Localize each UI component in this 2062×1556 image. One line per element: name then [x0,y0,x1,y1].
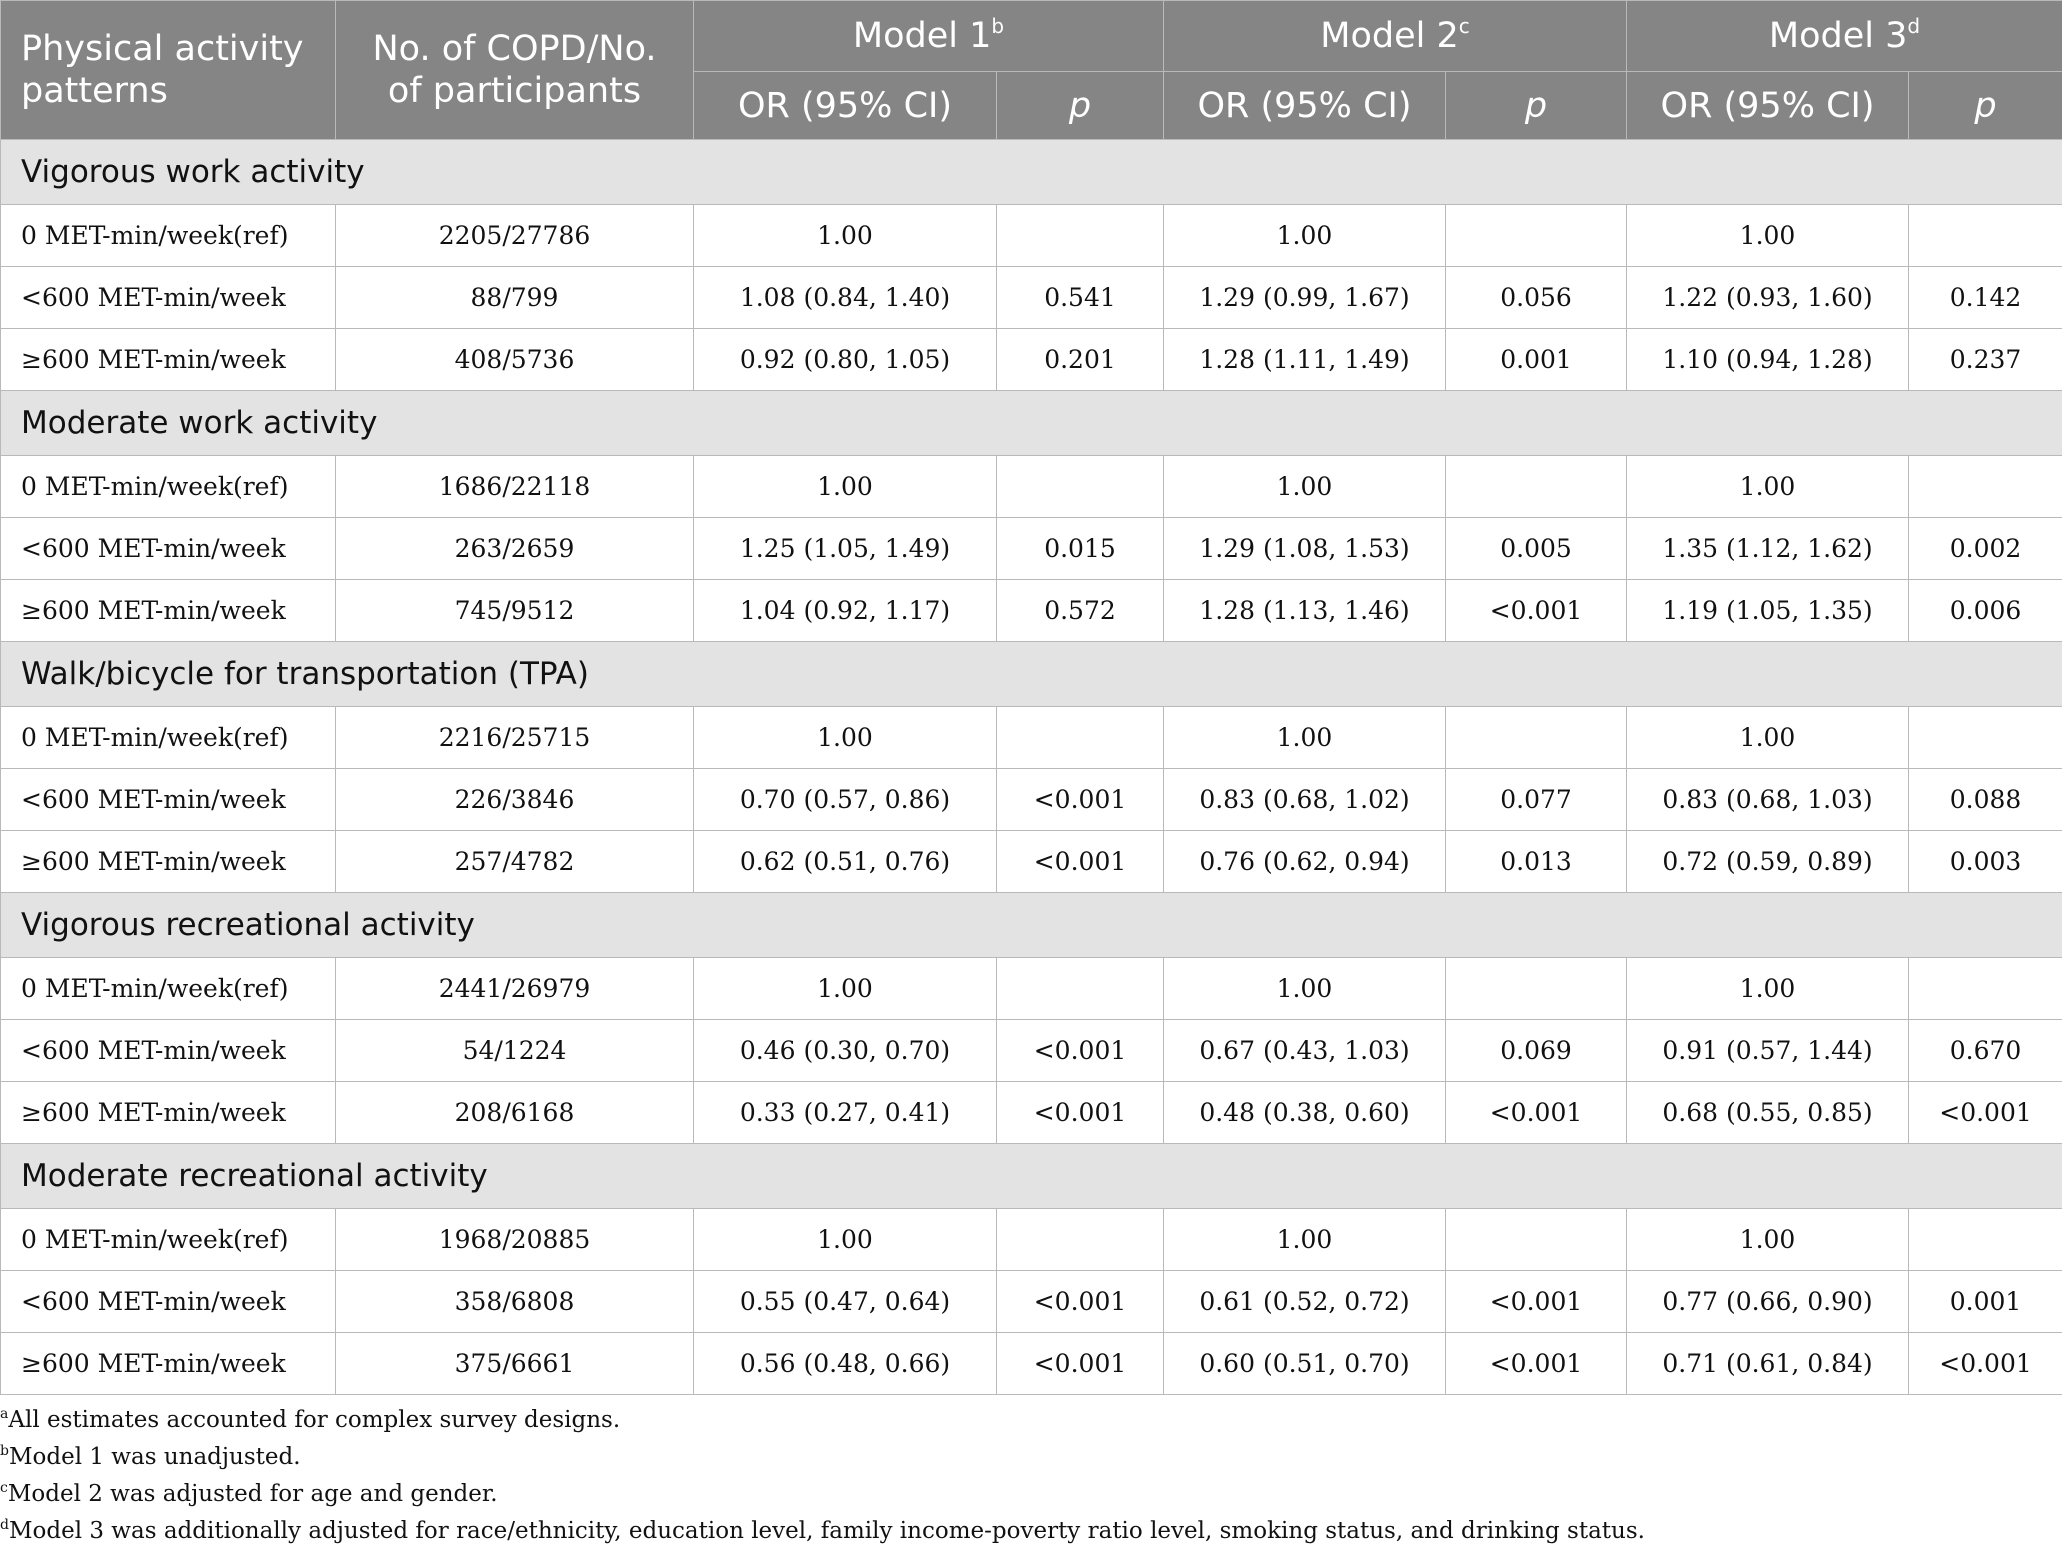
copd-count-cell: 226/3846 [336,769,694,831]
copd-count-cell: 2205/27786 [336,205,694,267]
section-title: Moderate recreational activity [1,1144,2062,1209]
footnote-text: Model 1 was unadjusted. [8,1444,301,1470]
row-label-cell: ≥600 MET-min/week [1,831,336,893]
header-physical-activity-patterns: Physical activity patterns [1,1,336,140]
footnote-marker: c [0,1480,8,1496]
model-2-p-cell [1446,1209,1627,1271]
model-2-or-cell: 1.28 (1.13, 1.46) [1164,580,1446,642]
table-row [1,769,2062,831]
model-1-or-cell: 0.33 (0.27, 0.41) [694,1082,997,1144]
header-m2-or: OR (95% CI) [1164,72,1446,140]
model-1-or-cell: 1.00 [694,707,997,769]
row-label-cell: ≥600 MET-min/week [1,580,336,642]
copd-count-cell: 2441/26979 [336,958,694,1020]
model-1-or-cell: 0.46 (0.30, 0.70) [694,1020,997,1082]
footnote-marker: d [0,1517,9,1533]
copd-count-cell: 2216/25715 [336,707,694,769]
section-title: Vigorous work activity [1,140,2062,205]
model-2-or-cell: 1.28 (1.11, 1.49) [1164,329,1446,391]
copd-count-cell: 88/799 [336,267,694,329]
table-header [1,1,2062,140]
model-1-p-cell: 0.572 [997,580,1164,642]
model-2-or-cell: 0.48 (0.38, 0.60) [1164,1082,1446,1144]
model-2-p-cell: <0.001 [1446,1082,1627,1144]
copd-count-cell: 745/9512 [336,580,694,642]
model-3-or-cell: 0.72 (0.59, 0.89) [1627,831,1909,893]
table-row [1,1271,2062,1333]
copd-count-cell: 208/6168 [336,1082,694,1144]
header-m1-or: OR (95% CI) [694,72,997,140]
model-2-p-cell [1446,205,1627,267]
model-2-or-cell: 0.61 (0.52, 0.72) [1164,1271,1446,1333]
model-1-p-cell: <0.001 [997,1271,1164,1333]
model-2-or-cell: 1.00 [1164,456,1446,518]
model-2-p-cell: 0.069 [1446,1020,1627,1082]
table-row [1,831,2062,893]
model-1-p-cell [997,958,1164,1020]
model-1-p-cell [997,1209,1164,1271]
copd-count-cell: 1968/20885 [336,1209,694,1271]
section-header-row [1,1144,2062,1209]
model-2-p-cell: 0.001 [1446,329,1627,391]
table-row [1,329,2062,391]
footnote-text: Model 3 was additionally adjusted for race/ethnicity, education level, family income-poverty ratio level, smoking status, and drinking status. [8,1518,1645,1544]
model-1-p-cell: <0.001 [997,1333,1164,1395]
section-header-row [1,642,2062,707]
row-label-cell: ≥600 MET-min/week [1,1082,336,1144]
model-1-p-cell [997,456,1164,518]
model-3-p-cell [1909,958,2062,1020]
model-2-p-cell: 0.077 [1446,769,1627,831]
copd-count-cell: 358/6808 [336,1271,694,1333]
model-1-or-cell: 1.00 [694,205,997,267]
model-1-p-cell: <0.001 [997,1020,1164,1082]
row-label-cell: ≥600 MET-min/week [1,1333,336,1395]
model-2-or-cell: 1.00 [1164,1209,1446,1271]
model-2-or-cell: 1.29 (1.08, 1.53) [1164,518,1446,580]
model-3-p-cell [1909,456,2062,518]
table-row [1,958,2062,1020]
model-3-p-cell: 0.002 [1909,518,2062,580]
footnote [0,1513,2062,1550]
model-1-or-cell: 1.00 [694,456,997,518]
row-label-cell: 0 MET-min/week(ref) [1,205,336,267]
table-row [1,707,2062,769]
section-title: Vigorous recreational activity [1,893,2062,958]
model-3-or-cell: 1.00 [1627,958,1909,1020]
model-3-or-cell: 0.83 (0.68, 1.03) [1627,769,1909,831]
model-3-or-cell: 1.10 (0.94, 1.28) [1627,329,1909,391]
copd-count-cell: 257/4782 [336,831,694,893]
table-row [1,267,2062,329]
row-label-cell: ≥600 MET-min/week [1,329,336,391]
model-2-p-cell [1446,456,1627,518]
model-1-or-cell: 0.70 (0.57, 0.86) [694,769,997,831]
header-copd-count: No. of COPD/No. of participants [336,1,694,140]
model-3-or-cell: 0.77 (0.66, 0.90) [1627,1271,1909,1333]
row-label-cell: 0 MET-min/week(ref) [1,1209,336,1271]
model-3-p-cell: <0.001 [1909,1082,2062,1144]
copd-count-cell: 375/6661 [336,1333,694,1395]
model-1-or-cell: 1.08 (0.84, 1.40) [694,267,997,329]
model-3-p-cell [1909,205,2062,267]
model-1-or-cell: 0.62 (0.51, 0.76) [694,831,997,893]
copd-count-cell: 54/1224 [336,1020,694,1082]
model-1-p-cell: <0.001 [997,831,1164,893]
model-3-or-cell: 1.00 [1627,1209,1909,1271]
header-model-3: Model 3$^d$ [1627,1,2062,72]
table-row [1,1082,2062,1144]
model-2-or-cell: 0.67 (0.43, 1.03) [1164,1020,1446,1082]
model-2-p-cell: 0.013 [1446,831,1627,893]
model-1-p-cell: <0.001 [997,1082,1164,1144]
header-m3-p: p [1909,72,2062,140]
copd-count-cell: 408/5736 [336,329,694,391]
model-3-p-cell: 0.001 [1909,1271,2062,1333]
model-1-or-cell: 1.04 (0.92, 1.17) [694,580,997,642]
table-row [1,205,2062,267]
section-header-row [1,893,2062,958]
model-2-or-cell: 1.00 [1164,707,1446,769]
section-header-row [1,391,2062,456]
model-3-p-cell: 0.006 [1909,580,2062,642]
model-1-p-cell [997,205,1164,267]
row-label-cell: 0 MET-min/week(ref) [1,456,336,518]
model-3-or-cell: 1.22 (0.93, 1.60) [1627,267,1909,329]
model-1-or-cell: 1.25 (1.05, 1.49) [694,518,997,580]
footnote-text: All estimates accounted for complex survey designs. [8,1407,621,1433]
model-3-or-cell: 1.19 (1.05, 1.35) [1627,580,1909,642]
model-3-p-cell: 0.142 [1909,267,2062,329]
model-3-or-cell: 0.91 (0.57, 1.44) [1627,1020,1909,1082]
row-label-cell: <600 MET-min/week [1,267,336,329]
model-2-p-cell [1446,707,1627,769]
header-m3-or: OR (95% CI) [1627,72,1909,140]
header-m1-p: p [997,72,1164,140]
table-row [1,1209,2062,1271]
model-2-p-cell [1446,958,1627,1020]
model-1-or-cell: 0.56 (0.48, 0.66) [694,1333,997,1395]
header-model-2: Model 2$^c$ [1164,1,1627,72]
table-row [1,1333,2062,1395]
model-3-or-cell: 1.35 (1.12, 1.62) [1627,518,1909,580]
section-header-row [1,140,2062,205]
model-2-or-cell: 0.76 (0.62, 0.94) [1164,831,1446,893]
model-1-p-cell: 0.015 [997,518,1164,580]
model-2-p-cell: <0.001 [1446,1271,1627,1333]
model-1-p-cell: 0.541 [997,267,1164,329]
footnote-marker: a [0,1406,9,1422]
model-1-or-cell: 1.00 [694,1209,997,1271]
copd-count-cell: 263/2659 [336,518,694,580]
footnote [0,1476,2062,1513]
model-2-p-cell: 0.005 [1446,518,1627,580]
model-2-p-cell: <0.001 [1446,580,1627,642]
model-3-p-cell: <0.001 [1909,1333,2062,1395]
header-model-1: Model 1$^b$ [694,1,1164,72]
model-2-or-cell: 0.60 (0.51, 0.70) [1164,1333,1446,1395]
model-3-p-cell: 0.088 [1909,769,2062,831]
model-3-p-cell [1909,1209,2062,1271]
model-2-or-cell: 0.83 (0.68, 1.02) [1164,769,1446,831]
footnote-marker: b [0,1443,9,1459]
model-3-p-cell: 0.237 [1909,329,2062,391]
model-2-p-cell: 0.056 [1446,267,1627,329]
model-1-or-cell: 0.55 (0.47, 0.64) [694,1271,997,1333]
footnotes [0,1402,2062,1550]
model-3-or-cell: 0.68 (0.55, 0.85) [1627,1082,1909,1144]
table-row [1,456,2062,518]
model-2-or-cell: 1.00 [1164,958,1446,1020]
section-title: Walk/bicycle for transportation (TPA) [1,642,2062,707]
model-1-p-cell: 0.201 [997,329,1164,391]
table-row [1,518,2062,580]
row-label-cell: 0 MET-min/week(ref) [1,707,336,769]
table-row [1,1020,2062,1082]
model-3-or-cell: 0.71 (0.61, 0.84) [1627,1333,1909,1395]
footnote-text: Model 2 was adjusted for age and gender. [7,1481,498,1507]
model-3-p-cell: 0.670 [1909,1020,2062,1082]
footnote [0,1402,2062,1439]
row-label-cell: 0 MET-min/week(ref) [1,958,336,1020]
model-3-or-cell: 1.00 [1627,456,1909,518]
row-label-cell: <600 MET-min/week [1,518,336,580]
model-1-or-cell: 0.92 (0.80, 1.05) [694,329,997,391]
header-m2-p: p [1446,72,1627,140]
table-body [1,140,2062,1395]
row-label-cell: <600 MET-min/week [1,1271,336,1333]
model-2-or-cell: 1.00 [1164,205,1446,267]
footnote [0,1439,2062,1476]
row-label-cell: <600 MET-min/week [1,1020,336,1082]
model-3-or-cell: 1.00 [1627,707,1909,769]
section-title: Moderate work activity [1,391,2062,456]
model-3-p-cell [1909,707,2062,769]
model-3-p-cell: 0.003 [1909,831,2062,893]
table-row [1,580,2062,642]
model-1-or-cell: 1.00 [694,958,997,1020]
model-2-p-cell: <0.001 [1446,1333,1627,1395]
row-label-cell: <600 MET-min/week [1,769,336,831]
model-1-p-cell [997,707,1164,769]
model-2-or-cell: 1.29 (0.99, 1.67) [1164,267,1446,329]
model-1-p-cell: <0.001 [997,769,1164,831]
copd-count-cell: 1686/22118 [336,456,694,518]
model-3-or-cell: 1.00 [1627,205,1909,267]
